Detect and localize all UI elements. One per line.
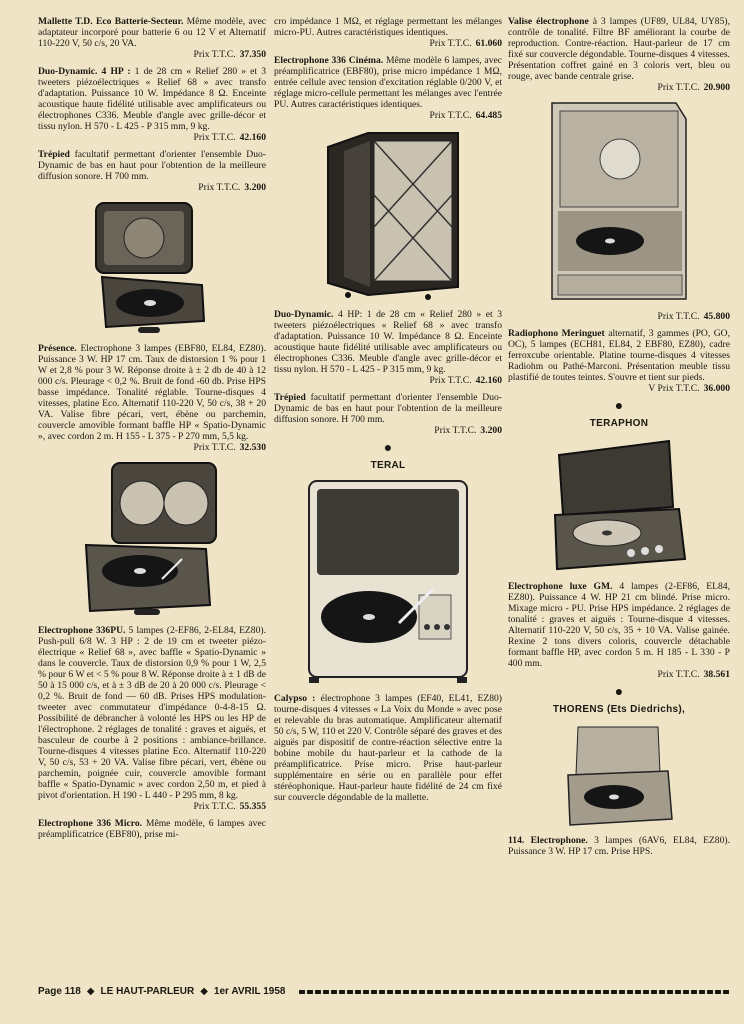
entry-thorens-114: 114. Electrophone. 3 lampes (6AV6, EL84, EZ80). Puissance 3 W. HP 17 cm. Prise HPS. — [508, 835, 730, 857]
column-2 — [274, 16, 502, 809]
entry-336-micro: Electrophone 336 Micro. Même modèle, 6 lampes avec préamplificatrice (EBF80), prise mi- — [38, 818, 266, 840]
presence-electrophone-photo — [92, 199, 212, 337]
footer-date: 1er AVRIL 1958 — [213, 986, 286, 997]
entry-presence: Présence. Electrophone 3 lampes (EBF80, EL84, EZ80). Puissance 3 W. HP 17 cm. Taux de distorsion 1 % pour 1 W et 2,8 % pour 3 W. Réponse droite à ± 2 db de 40 à 12 000 c/s. Pleurage < 0,2 %. Bruit de fond -60 db. Prise HPS basse impédance. Tonalité réglable. Tourne-disques 4 vitesses, platine Eco. Alternatif 110-220 V, 50 c/s, 38 + 20 VA. Valise fibre pécari, vert, ébène ou parchemin, couvercle amovible formant baffle HP « Spatio-Dynamic », avec cordon 2 m. H 155 - L 375 - P 270 mm, 5,5 kg. Prix T.T.C. 32.530 — [38, 343, 266, 453]
entry-radiophono-meringuet: Radiophono Meringuet alternatif, 3 gammes (PO, GO, OC), 5 lampes (ECH81, EL84, 2 EBF80, EZ80), cadre ferroxcube orientable. Platine tourne-disques 4 vitesses Radiohm ou Pathé-Marconi. Présentation meuble tissu plastifié de toutes teintes. S'ouvre et tient sur pieds. V Prix T.T.C. 36.000 — [508, 328, 730, 394]
column-1 — [38, 16, 266, 846]
thorens-114-electrophone-photo — [564, 721, 674, 829]
footer-publication: LE HAUT-PARLEUR — [100, 986, 195, 997]
footer-page-number: Page 118 — [38, 986, 81, 997]
entry-radiophono-price: Prix T.T.C. 45.800 — [657, 311, 730, 322]
entry-336-cinema: Electrophone 336 Cinéma. Même modèle 6 lampes, avec préamplificatrice (EBF80), prise micro impédance 1 MΩ, entrée cellule avec tension d'excitation réglable 0/200 V, et réglage micro-cellule permettant les mélanges avec l'entrée PU. Autres caractéristiques identiques. Prix T.T.C. 64.485 — [274, 55, 503, 121]
entry-duo-dynamic: Duo-Dynamic. 4 HP : 1 de 28 cm « Relief 280 » et 3 tweeters piézoélectriques « Relief 68 » avec transfo d'adaptation. Puissance 10 W. Impédance 8 Ω. Enceinte acoustique haute fidélité utilisable avec amplificateurs ou électrophones C336. Meuble d'angle avec grille-décor et tissu nylon. H 570 - L 425 - P 315 mm, 9 kg. Prix T.T.C. 42.160 — [38, 66, 266, 143]
section-divider-dot: ● — [614, 685, 624, 700]
entry-calypso: Calypso : électrophone 3 lampes (EF40, EL41, EZ80) tourne-disques 4 vitesses « La Voix du Monde » avec pose et relevable du bras automatique. Amplificateur alternatif 50 c/s, 5 W, 110 et 220 V. Contrôle séparé des graves et des aiguës par dispositif de contre-réaction sélective entre la bobine mobile du haut-parleur et la cathode de la préamplificatrice. Prise micro. Prise haut-parleur supplémentaire en série ou en parallèle pour effet stéréophonique. Haut-parleur haute fidélité de 24 cm fixé sur couvercle dégondable de la mallette. — [274, 693, 502, 803]
electrophone-336pu-photo — [82, 459, 222, 619]
column-3 — [508, 16, 730, 863]
radiophono-meringuet-photo — [544, 99, 694, 305]
entry-luxe-gm: Electrophone luxe GM. 4 lampes (2-EF86, EL84, EZ80). Puissance 4 W. HP 21 cm blindé. Prise micro. Mixage micro - PU. Prise HPS impédance. 2 réglages de tonalité : graves et aiguës : Tourne-disque 4 vitesses. Alternatif 110-220 V, 50 c/s, 35 + 10 VA. Valise gainée. Rexine 2 tons divers coloris, couvercle détachable formant baffle HP, avec cordon 5 m. H 185 - L 330 - P 400 mm. Prix T.T.C. 38.561 — [508, 581, 730, 680]
entry-trepied: Trépied facultatif permettant d'orienter l'ensemble Duo-Dynamic de bas en haut pour l'obtention de la meilleure diffusion sonore. H 700 mm. Prix T.T.C. 3.200 — [38, 149, 267, 193]
entry-trepied-2: Trépied facultatif permettant d'orienter l'ensemble Duo-Dynamic de bas en haut pour l'obtention de la meilleure diffusion sonore. H 700 mm. Prix T.T.C. 3.200 — [274, 392, 503, 436]
footer-rule — [299, 990, 730, 994]
entry-336-micro-cont: cro impédance 1 MΩ, et réglage permettant les mélanges micro-PU. Autres caractéristiques identiques. Prix T.T.C. 61.060 — [274, 16, 502, 49]
entry-valise-electrophone: Valise électrophone à 3 lampes (UF89, UL84, UY85), contrôle de tonalité. Filtre BF améliorant la courbe de reproduction. Contre-réaction. Haut-parleur de 17 cm fixé sur couvercle dégondable. Tourne-disques 4 vitesses. Présentation coffret gainé en 3 coloris vert, bleu ou rouge, avec bande centrale grise. Prix T.T.C. 20.900 — [508, 16, 730, 93]
entry-duo-dynamic-2: Duo-Dynamic. 4 HP: 1 de 28 cm « Relief 280 » et 3 tweeters piézoélectriques « Relief 68 » avec transfo d'adaptation. Puissance 10 W. Impédance 8 Ω. Enceinte acoustique haute fidélité utilisable avec amplificateurs ou électrophones C336. Meuble d'angle avec grille-décor et tissu nylon. H 570 - L 425 - P 315 mm, 9 kg. Prix T.T.C. 42.160 — [274, 309, 502, 386]
duo-dynamic-cabinet-photo — [308, 127, 468, 303]
section-divider-dot: ● — [614, 399, 624, 414]
section-title-teral: TERAL — [370, 460, 406, 471]
entry-336pu: Electrophone 336PU. 5 lampes (2-EF86, 2-EL84, EZ80). Push-pull 6/8 W. 3 HP : 2 de 19 cm et tweeter piézo-électrique « Relief 68 », avec baffle « Spatio-Dynamic » dans le couvercle. Taux de distorsion 0,9 % pour 1 W, 2,5 % pour 6 W et < 5 % pour 8 W. Réponse droite à ± 1 dB de 50 à 15 000 c/s, et à ± 3 dB de 20 à 20 000 c/s. Pleurage < 0,2 %. Bruit de fond — 60 dB. Prises HPS modulation-tweeter avec commutateur d'impédance 0-4-8-15 Ω. Possibilité de débrancher à volonté les HPS ou les HP de l'électrophone. 2 réglages de tonalité : graves et aiguës, et basculeur de courbe à 2 positions : ambiance-brillance. Tourne-disques 4 vitesses platine Eco. Alternatif 110-220 V, 50 c/s, 53 + 20 VA. Valise fibre pécari, vert, ébène ou parchemin, poignée cuir, couvercle amovible formant baffle « Spatio-Dynamic » avec cordon 2,50 m, et pied à pivot d'orientation. H 190 - L 440 - P 295 mm, 8 kg. Prix T.T.C. 55.355 — [38, 625, 266, 812]
calypso-electrophone-photo — [303, 477, 473, 687]
entry-mallette-eco: Mallette T.D. Eco Batterie-Secteur. Même modèle, avec adaptateur incorporé pour batterie 6 ou 12 V et Alternatif 110-220 V, 50 c/s, 20 VA. Prix T.T.C. 37.350 — [38, 16, 266, 60]
section-title-thorens: THORENS (Ets Diedrichs), — [552, 704, 686, 715]
footer-diamond: ◆ — [200, 986, 208, 997]
section-title-teraphon: TERAPHON — [589, 418, 649, 429]
electrophone-luxe-gm-photo — [549, 435, 689, 575]
footer-diamond: ◆ — [86, 986, 95, 997]
section-divider-dot: ● — [383, 441, 393, 456]
page-footer — [38, 986, 730, 997]
